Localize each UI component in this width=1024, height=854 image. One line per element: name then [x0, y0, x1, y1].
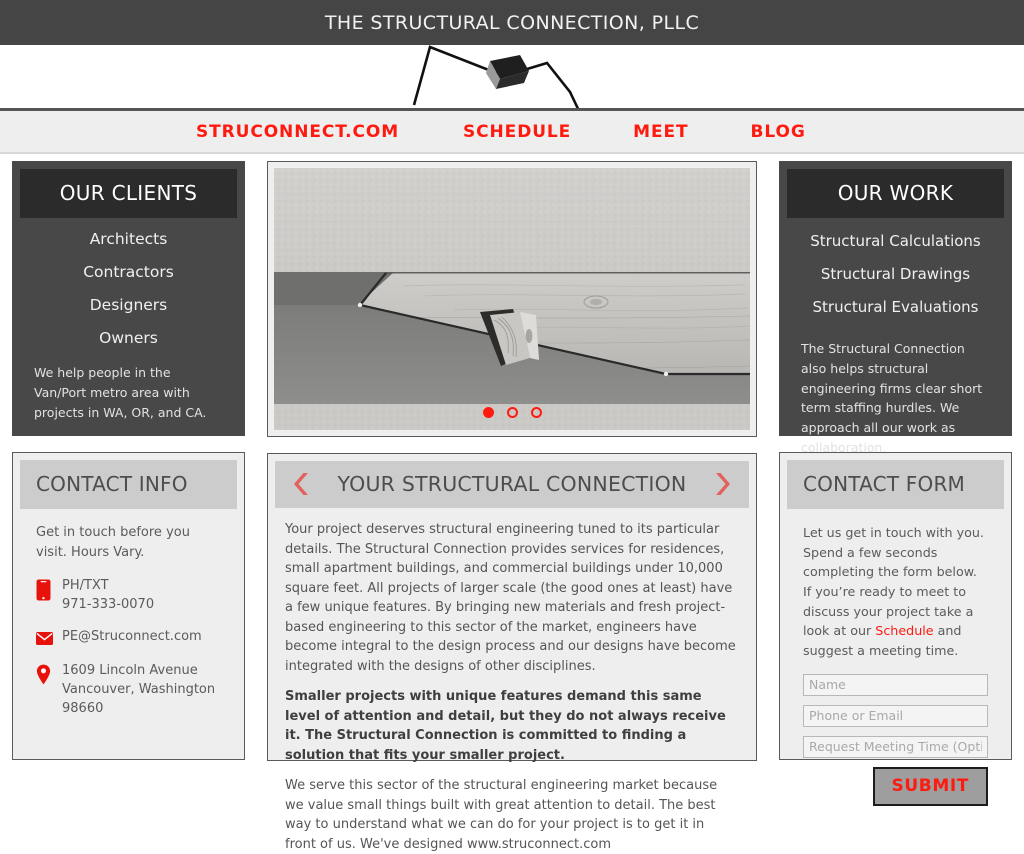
- phone-icon: [36, 577, 62, 605]
- our-work-card: [779, 161, 1012, 455]
- left-column: [12, 161, 245, 760]
- contact-address-text: [62, 662, 215, 719]
- our-work-body: [787, 218, 1004, 478]
- carousel-dot-2[interactable]: [507, 407, 518, 418]
- carousel-dot-3[interactable]: [531, 407, 542, 418]
- content-paragraph-1: Your project deserves structural engineering tuned to its particular details. The Structural Connection provides services for residences, small apartment buildings, and commercial buildings under 10,000 square feet. All projects of larger scale (the good ones at least) have a few unique features. By bringing new materials and fresh project-based engineering to this sector of the market, engineers have become integral to the design process and our designs have become integrated with the designs of other disciplines.: [285, 522, 736, 674]
- contact-address-line1: 1609 Lincoln Avenue: [62, 662, 198, 678]
- center-column: [267, 161, 757, 852]
- content-header: [275, 461, 749, 508]
- hero-carousel-frame: [267, 161, 757, 437]
- content-paragraph-2: Smaller projects with unique features demand this same level of attention and detail, but they do not always receive it. The Structural Connection is committed to finding a solution that fits your smaller project.: [285, 689, 726, 763]
- main-content-panel: [267, 453, 757, 852]
- right-column: [779, 161, 1012, 796]
- clients-link-contractors[interactable]: Contractors: [83, 263, 174, 281]
- our-clients-heading: OUR CLIENTS: [20, 169, 237, 218]
- contact-email-text: [62, 628, 202, 647]
- chevron-right-icon[interactable]: [711, 471, 733, 497]
- form-intro-before: Let us get in touch with you. Spend a few seconds completing the form below. If you’re ready to meet to discuss your project take a look at our: [803, 525, 984, 639]
- contact-address-line2: Vancouver, Washington: [62, 681, 216, 697]
- contact-form-body: [787, 509, 1004, 820]
- contact-phone-number[interactable]: 971-333-0070: [62, 597, 155, 613]
- carousel-dot-1[interactable]: [483, 407, 494, 418]
- content-body: [275, 508, 749, 854]
- contact-address-line3: 98660: [62, 700, 104, 716]
- clients-link-architects[interactable]: Architects: [89, 230, 168, 248]
- name-field[interactable]: [803, 674, 988, 696]
- contact-row-address: [36, 662, 221, 719]
- content-title: YOUR STRUCTURAL CONNECTION: [337, 472, 687, 496]
- work-link-evaluations[interactable]: Structural Evaluations: [812, 298, 979, 316]
- nav-item-schedule[interactable]: SCHEDULE: [463, 121, 572, 142]
- contact-info-body: [20, 509, 237, 746]
- contact-phone-label: PH/TXT: [62, 578, 109, 594]
- contact-email-address[interactable]: PE@Struconnect.com: [62, 628, 202, 644]
- contact-info-intro: Get in touch before you visit. Hours Vary.: [36, 525, 190, 561]
- our-clients-note: We help people in the Van/Port metro area with projects in WA, OR, and CA.: [34, 365, 207, 420]
- content-paragraph-3: We serve this sector of the structural engineering market because we value small things built with great attention to detail. The best way to understand what we can do for your project is to get it in front of us. We've designed www.struconnect.com: [285, 778, 718, 852]
- schedule-link[interactable]: Schedule: [875, 623, 934, 639]
- logo-band: [0, 45, 1024, 108]
- form-intro-after: and suggest a meeting time.: [803, 623, 962, 659]
- clients-link-owners[interactable]: Owners: [99, 329, 158, 347]
- page-content: [0, 154, 1024, 852]
- zigzag-beam-cube-logo-icon: [412, 43, 612, 115]
- clients-link-designers[interactable]: Designers: [89, 296, 168, 314]
- contact-row-email: [36, 628, 221, 649]
- site-title-bar: [0, 0, 1024, 45]
- contact-info-panel: [12, 452, 245, 760]
- our-clients-card: [12, 161, 245, 436]
- work-link-calculations[interactable]: Structural Calculations: [810, 232, 981, 250]
- meeting-time-field[interactable]: [803, 736, 988, 758]
- our-clients-body: [20, 218, 237, 442]
- nav-item-meet[interactable]: MEET: [633, 121, 689, 142]
- contact-info-heading: CONTACT INFO: [20, 460, 237, 509]
- contact-row-phone: [36, 577, 221, 615]
- contact-form-panel: [779, 452, 1012, 796]
- hero-carousel[interactable]: [274, 168, 750, 430]
- submit-button[interactable]: SUBMIT: [873, 767, 988, 806]
- site-title: THE STRUCTURAL CONNECTION, PLLC: [324, 11, 700, 34]
- work-link-drawings[interactable]: Structural Drawings: [820, 265, 971, 283]
- nav-item-blog[interactable]: BLOG: [750, 121, 806, 142]
- contact-phone-text: [62, 577, 154, 615]
- our-work-note: The Structural Connection also helps structural engineering firms clear short term staffing hurdles. We approach all our work as collaboration.: [801, 341, 983, 455]
- submit-row: [803, 767, 988, 806]
- envelope-icon: [36, 628, 62, 649]
- our-work-heading: OUR WORK: [787, 169, 1004, 218]
- map-pin-icon: [36, 662, 62, 689]
- contact-form-intro: [803, 523, 988, 661]
- main-navigation: [0, 108, 1024, 154]
- chevron-left-icon[interactable]: [291, 471, 313, 497]
- carousel-dots: [274, 407, 750, 418]
- phone-email-field[interactable]: [803, 705, 988, 727]
- nav-item-struconnect[interactable]: STRUCONNECT.COM: [196, 121, 400, 142]
- contact-form-heading: CONTACT FORM: [787, 460, 1004, 509]
